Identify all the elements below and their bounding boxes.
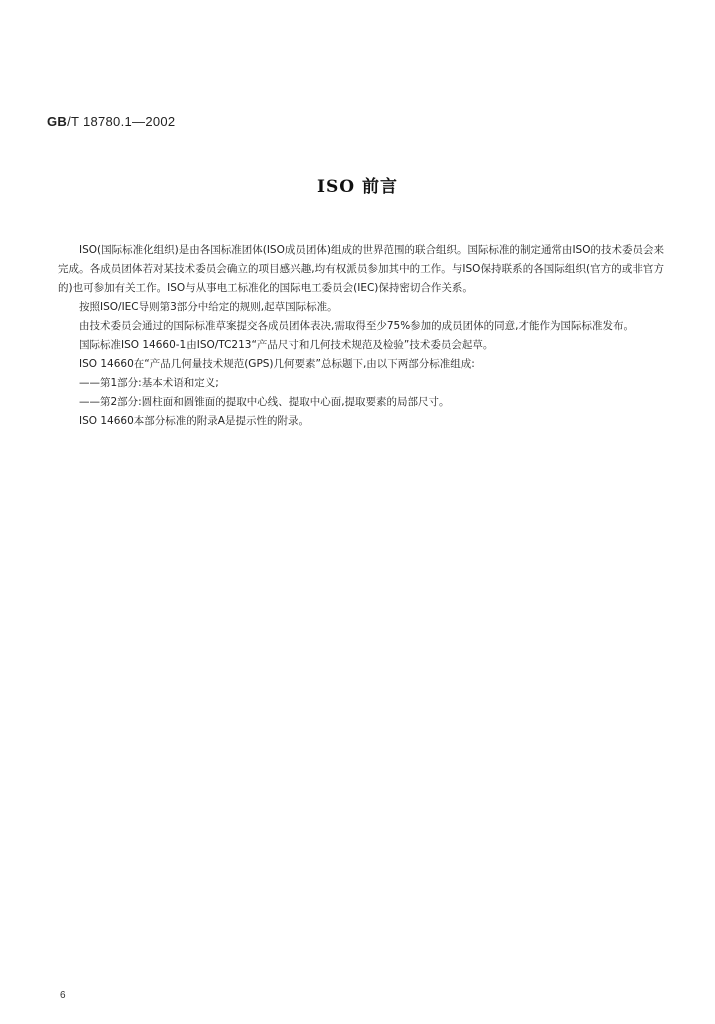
paragraph-iso-intro: ISO(国际标准化组织)是由各国标准团体(ISO成员团体)组成的世界范围的联合组织。国际标准的制定通常由ISO的技术委员会来完成。各成员团体若对某技术委员会确立的项目感兴趣,均有权派员参加其中的工作。与ISO保持联系的各国际组织(官方的或非官方的)也可参加有关工作。ISO与从事电工标准化的国际电工委员会(IEC)保持密切合作关系。 xyxy=(58,244,664,294)
standard-code: /T 18780.1—2002 xyxy=(67,114,176,129)
list-item-part-2: ——第2部分:圆柱面和圆锥面的提取中心线、提取中心面,提取要素的局部尺寸。 xyxy=(79,396,450,408)
page-number: 6 xyxy=(60,990,66,1001)
paragraph-drafting-rules: 按照ISO/IEC导则第3部分中给定的规则,起草国际标准。 xyxy=(79,301,338,313)
foreword-body xyxy=(58,241,664,431)
paragraph-committee: 国际标准ISO 14660-1由ISO/TC213“产品尺寸和几何技术规范及检验”技术委员会起草。 xyxy=(79,339,494,351)
list-item-part-1: ——第1部分:基本术语和定义; xyxy=(79,377,219,389)
paragraph-annex: ISO 14660本部分标准的附录A是提示性的附录。 xyxy=(79,415,309,427)
standard-code-header xyxy=(47,114,175,129)
paragraph-voting: 由技术委员会通过的国际标准草案提交各成员团体表决,需取得至少75%参加的成员团体的同意,才能作为国际标准发布。 xyxy=(79,320,635,332)
page-title: ISO 前言 xyxy=(317,177,398,197)
standard-prefix: GB xyxy=(47,114,68,129)
paragraph-parts-intro: ISO 14660在“产品几何量技术规范(GPS)几何要素”总标题下,由以下两部分标准组成: xyxy=(79,358,475,370)
